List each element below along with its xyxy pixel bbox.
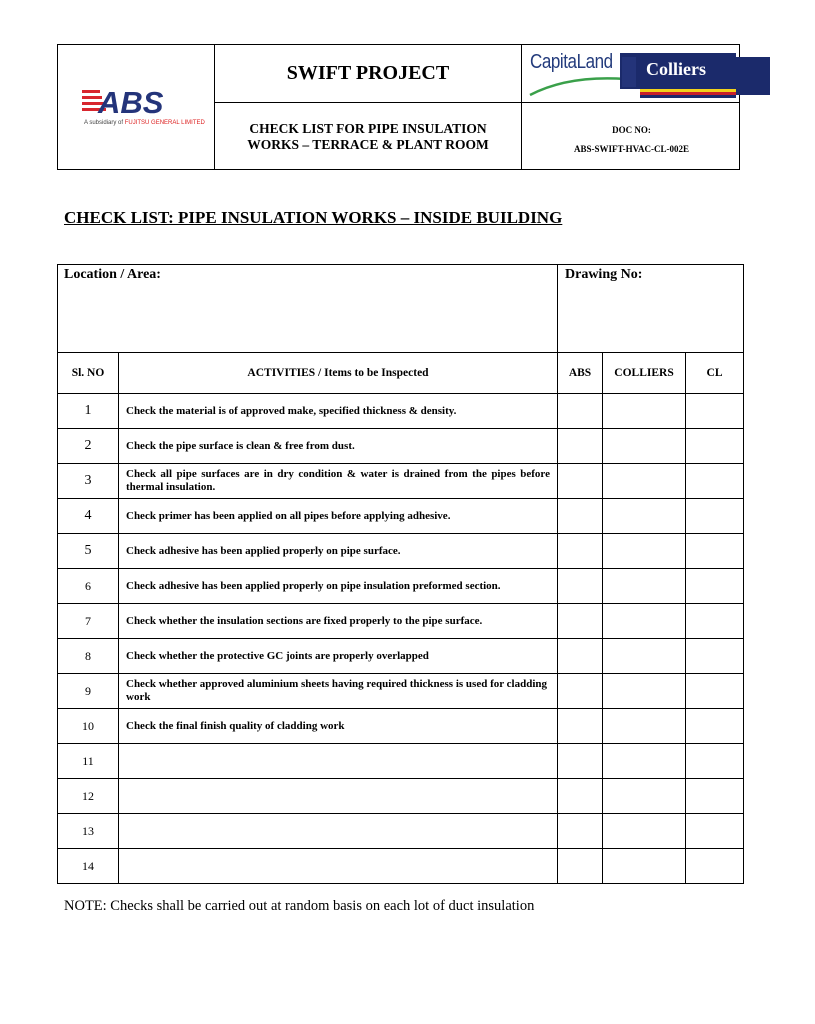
table-row (58, 639, 744, 674)
footer-note: NOTE: Checks shall be carried out at random basis on each lot of duct insulation (64, 898, 535, 914)
activity-text: Check all pipe surfaces are in dry condition & water is drained from the pipes before thermal insulation. (119, 464, 558, 499)
cl-check-cell[interactable] (686, 674, 744, 709)
abs-check-cell[interactable] (558, 744, 603, 779)
column-header-abs: ABS (558, 353, 603, 394)
activity-text: Check primer has been applied on all pipes before applying adhesive. (119, 499, 558, 534)
row-number: 10 (58, 709, 119, 744)
table-row (58, 604, 744, 639)
cl-check-cell[interactable] (686, 464, 744, 499)
cl-check-cell[interactable] (686, 604, 744, 639)
abs-check-cell[interactable] (558, 534, 603, 569)
row-number: 1 (58, 394, 119, 429)
activity-text: Check adhesive has been applied properly on pipe insulation preformed section. (119, 569, 558, 604)
row-number: 12 (58, 779, 119, 814)
row-number: 5 (58, 534, 119, 569)
cl-check-cell[interactable] (686, 429, 744, 464)
abs-check-cell[interactable] (558, 674, 603, 709)
abs-subtitle (84, 120, 204, 126)
partial-logo-text: MENTS (792, 61, 815, 67)
activity-text: Check the pipe surface is clean & free from dust. (119, 429, 558, 464)
row-number: 6 (58, 569, 119, 604)
colliers-check-cell[interactable] (603, 744, 686, 779)
abs-check-cell[interactable] (558, 709, 603, 744)
column-header-cl: CL (686, 353, 744, 394)
table-row (58, 814, 744, 849)
doc-number-label: DOC NO: (612, 125, 651, 135)
colliers-check-cell[interactable] (603, 394, 686, 429)
row-number: 8 (58, 639, 119, 674)
abs-check-cell[interactable] (558, 464, 603, 499)
abs-subtitle-parent: FUJITSU GENERAL LIMITED (124, 120, 205, 126)
row-number: 11 (58, 744, 119, 779)
colliers-check-cell[interactable] (603, 639, 686, 674)
partner-logos (522, 45, 815, 102)
cl-check-cell[interactable] (686, 394, 744, 429)
cl-check-cell[interactable] (686, 779, 744, 814)
colliers-check-cell[interactable] (603, 709, 686, 744)
column-header-activities: ACTIVITIES / Items to be Inspected (119, 353, 558, 394)
row-number: 9 (58, 674, 119, 709)
activity-text: Check the material is of approved make, specified thickness & density. (119, 394, 558, 429)
location-row (58, 265, 744, 353)
colliers-check-cell[interactable] (603, 779, 686, 814)
capitaland-swoosh-icon (528, 73, 628, 99)
activity-text: Check whether the insulation sections are fixed properly to the pipe surface. (119, 604, 558, 639)
colliers-logo-text: Colliers (646, 59, 706, 79)
row-number: 13 (58, 814, 119, 849)
colliers-check-cell[interactable] (603, 429, 686, 464)
abs-check-cell[interactable] (558, 779, 603, 814)
colliers-check-cell[interactable] (603, 464, 686, 499)
table-row (58, 534, 744, 569)
capitaland-logo: CapitaLand (530, 51, 613, 73)
location-area-field[interactable] (58, 265, 558, 353)
row-number: 14 (58, 849, 119, 884)
table-row (58, 429, 744, 464)
row-number: 3 (58, 464, 119, 499)
column-header-colliers: COLLIERS (603, 353, 686, 394)
checklist-title-line1: CHECK LIST FOR PIPE INSULATION (249, 120, 487, 136)
abs-check-cell[interactable] (558, 499, 603, 534)
activity-text: Check whether the protective GC joints are properly overlapped (119, 639, 558, 674)
abs-check-cell[interactable] (558, 604, 603, 639)
drawing-no-label: Drawing No: (565, 267, 643, 282)
column-header-sl-no: Sl. NO (58, 353, 119, 394)
cl-check-cell[interactable] (686, 639, 744, 674)
table-row (58, 464, 744, 499)
cl-check-cell[interactable] (686, 849, 744, 884)
table-row (58, 499, 744, 534)
table-row (58, 709, 744, 744)
colliers-check-cell[interactable] (603, 814, 686, 849)
colliers-check-cell[interactable] (603, 674, 686, 709)
table-row (58, 569, 744, 604)
abs-check-cell[interactable] (558, 639, 603, 674)
row-number: 2 (58, 429, 119, 464)
checklist-title (215, 103, 521, 170)
doc-number: ABS-SWIFT-HVAC-CL-002E (573, 144, 690, 154)
activity-text: Check whether approved aluminium sheets having required thickness is used for cladding work (119, 674, 558, 709)
cl-check-cell[interactable] (686, 534, 744, 569)
activity-text: Check the final finish quality of cladding work (119, 709, 558, 744)
drawing-no-field[interactable] (558, 265, 744, 353)
colliers-check-cell[interactable] (603, 534, 686, 569)
document-header (57, 44, 815, 170)
table-row (58, 744, 744, 779)
activity-text[interactable] (119, 779, 558, 814)
location-area-label: Location / Area: (64, 267, 161, 282)
colliers-check-cell[interactable] (603, 849, 686, 884)
cl-check-cell[interactable] (686, 814, 744, 849)
activity-text: Check adhesive has been applied properly on pipe surface. (119, 534, 558, 569)
colliers-check-cell[interactable] (603, 499, 686, 534)
activity-text[interactable] (119, 849, 558, 884)
table-row (58, 779, 744, 814)
project-title: SWIFT PROJECT (286, 62, 450, 84)
table-row (58, 849, 744, 884)
abs-check-cell[interactable] (558, 394, 603, 429)
abs-check-cell[interactable] (558, 429, 603, 464)
table-row (58, 394, 744, 429)
cl-check-cell[interactable] (686, 569, 744, 604)
table-row (58, 674, 744, 709)
checklist-title-line2: WORKS – TERRACE & PLANT ROOM (247, 136, 489, 152)
abs-logo-text: ABS (98, 85, 164, 120)
section-title: CHECK LIST: PIPE INSULATION WORKS – INSIDE BUILDING (64, 208, 563, 227)
table-header-row (58, 353, 744, 394)
activity-text[interactable] (119, 814, 558, 849)
abs-subtitle-prefix: A subsidiary of (84, 120, 124, 126)
colliers-check-cell[interactable] (603, 604, 686, 639)
abs-check-cell[interactable] (558, 569, 603, 604)
checklist-table (57, 264, 744, 884)
cl-check-cell[interactable] (686, 499, 744, 534)
abs-check-cell[interactable] (558, 849, 603, 884)
cl-check-cell[interactable] (686, 744, 744, 779)
cl-check-cell[interactable] (686, 709, 744, 744)
colliers-check-cell[interactable] (603, 569, 686, 604)
abs-check-cell[interactable] (558, 814, 603, 849)
row-number: 7 (58, 604, 119, 639)
activity-text[interactable] (119, 744, 558, 779)
row-number: 4 (58, 499, 119, 534)
